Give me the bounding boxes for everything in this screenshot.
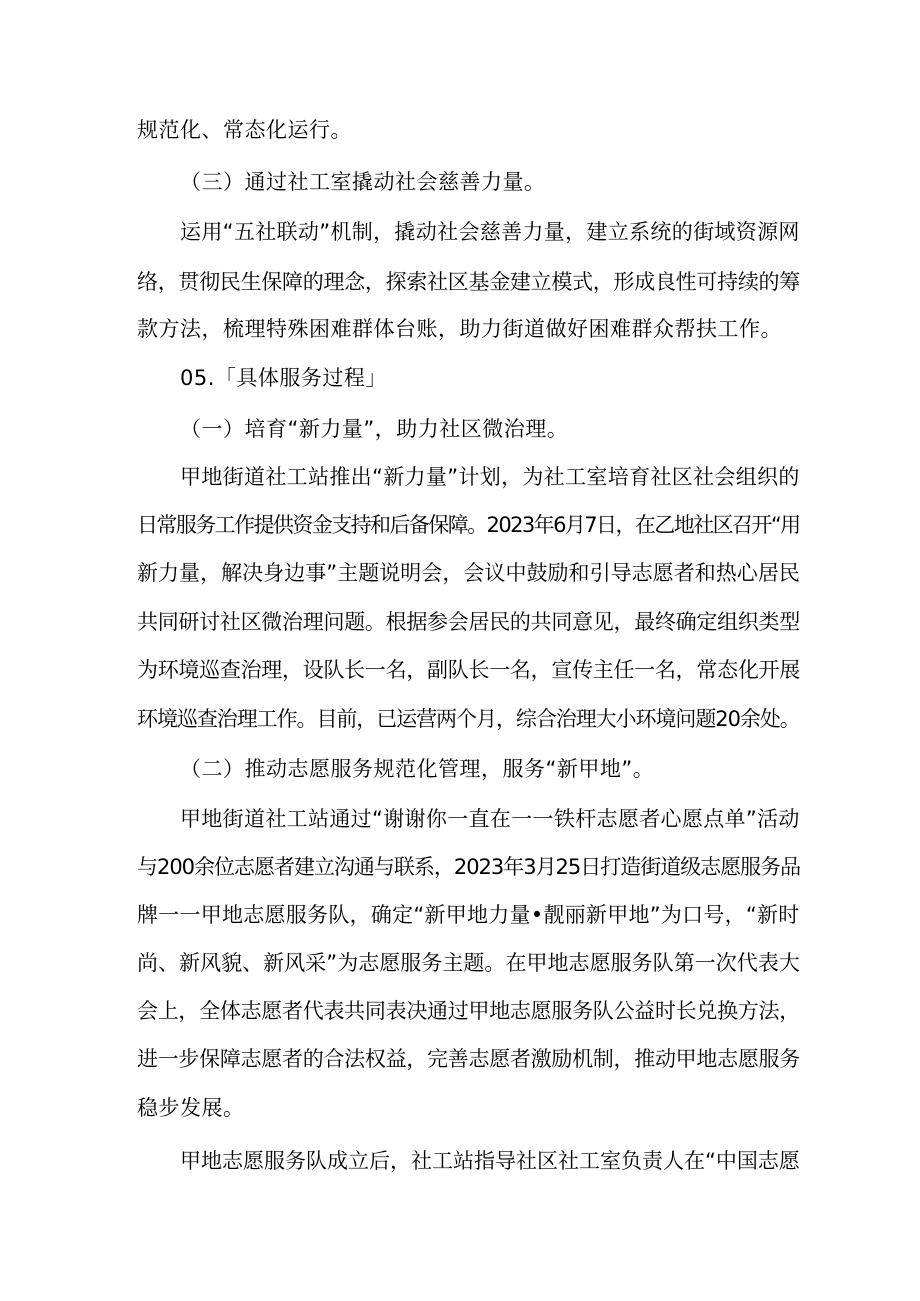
section-heading: 05.「具体服务过程」 (180, 366, 387, 390)
text-line: 共同研讨社区微治理问题。根据参会居民的共同意见，最终确定组织类型 (137, 610, 800, 634)
text-line: 新力量，解决身边事”主题说明会，会议中鼓励和引导志愿者和热心居民 (137, 561, 800, 585)
text-line: 环境巡查治理工作。目前，已运营两个月，综合治理大小环境问题20余处。 (137, 707, 800, 731)
text-line: 络，贯彻民生保障的理念，探索社区基金建立模式，形成良性可持续的筹 (137, 270, 800, 294)
text-line: 尚、新风貌、新风采”为志愿服务主题。在甲地志愿服务队第一次代表大 (137, 951, 800, 975)
text-line: 款方法，梳理特殊困难群体台账，助力街道做好困难群众帮扶工作。 (137, 317, 782, 341)
text-line: 日常服务工作提供资金支持和后备保障。2023年6月7日，在乙地社区召开“用 (137, 513, 800, 537)
text-line: 会上，全体志愿者代表共同表决通过甲地志愿服务队公益时长兑换方法， (137, 999, 800, 1023)
section-heading: （二）推动志愿服务规范化管理，服务“新甲地”。 (180, 757, 655, 781)
section-heading: （三）通过社工室撬动社会慈善力量。 (180, 170, 546, 194)
text-line: 甲地街道社工站推出“新力量”计划，为社工室培育社区社会组织的 (180, 465, 800, 489)
text-line: 为环境巡查治理，设队长一名，副队长一名，宣传主任一名，常态化开展 (137, 658, 800, 682)
text-line: 运用“五社联动”机制，撬动社会慈善力量，建立系统的街域资源网 (180, 220, 800, 244)
section-heading: （一）培育“新力量”，助力社区微治理。 (180, 417, 569, 441)
text-line: 牌一一甲地志愿服务队，确定“新甲地力量•靓丽新甲地”为口号，“新时 (137, 903, 800, 927)
text-line: 与200余位志愿者建立沟通与联系，2023年3月25日打造街道级志愿服务品 (137, 855, 801, 879)
text-line: 甲地志愿服务队成立后，社工站指导社区社工室负责人在“中国志愿 (180, 1149, 800, 1173)
text-line: 甲地街道社工站通过“谢谢你一直在一一铁杆志愿者心愿点单”活动 (180, 807, 800, 831)
text-line: 规范化、常态化运行。 (137, 118, 352, 142)
text-line: 稳步发展。 (137, 1096, 245, 1120)
text-line: 进一步保障志愿者的合法权益，完善志愿者激励机制，推动甲地志愿服务 (137, 1047, 800, 1071)
